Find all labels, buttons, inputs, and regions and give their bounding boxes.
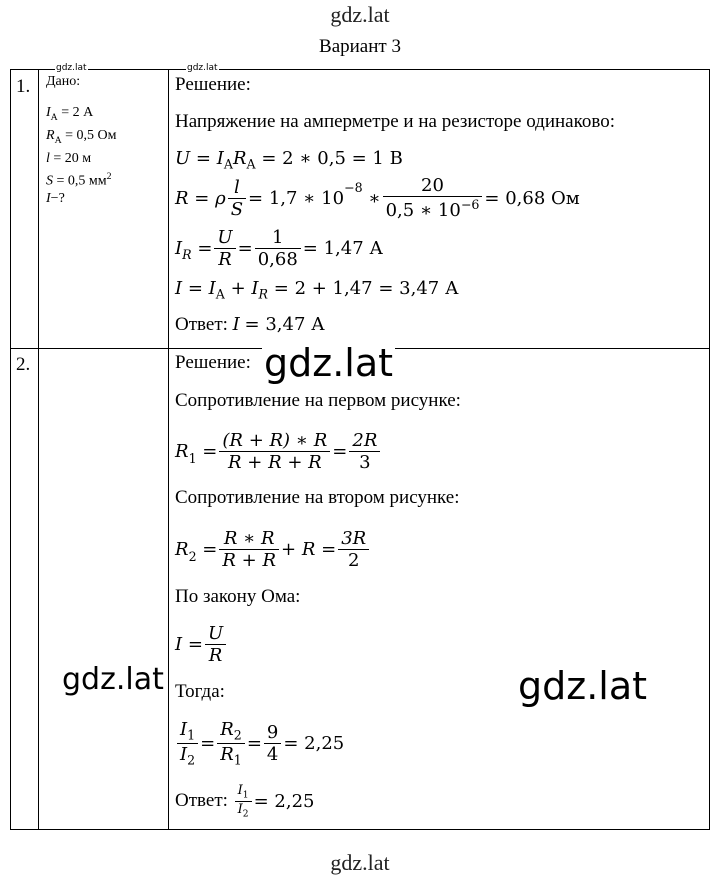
site-watermark-right: gdz.lat: [518, 664, 648, 708]
site-watermark-left: gdz.lat: [62, 662, 164, 697]
formula-resistance: R = ρ $\frac{l}{S}$ = 1,7 ∗ 10 $^{-8}$ ∗ $\frac{20}{0,5 ∗ 10^{-6}}$ = 0,68 Ом: [175, 175, 580, 221]
answer-2: Ответ: $\frac{I_1}{I_2}$ = 2,25: [175, 782, 315, 820]
given-current-ammeter: $I_A = 2$ А: [46, 105, 94, 123]
text-ohm-law: По закону Ома:: [175, 586, 301, 607]
formula-total-current: $I = I_A + I_R = 2 + 1,47 = 3,47$ А: [175, 278, 459, 302]
solution-title: Решение:: [175, 74, 251, 95]
site-watermark-tag: gdz.lat: [56, 63, 87, 73]
given-unknown: I−?: [46, 191, 65, 207]
solution-title: Решение:: [175, 352, 251, 373]
site-watermark-tag: gdz.lat: [187, 63, 218, 73]
formula-current-resistor: I $_R$ = $\frac{U}{R}$ = $\frac{1}{0,68}$ = 1,47 А: [175, 226, 384, 270]
row-number: 1.: [16, 76, 31, 97]
given-length: l = 20 м: [46, 150, 92, 166]
given-label: Дано:: [46, 74, 81, 89]
solution-intro: Напряжение на амперметре и на резисторе одинаково:: [175, 111, 615, 132]
site-watermark-top: gdz.lat: [330, 2, 390, 27]
variant-title: Вариант 3: [319, 36, 401, 57]
given-area: S = 0,5 $мм^2$: [46, 170, 112, 189]
given-resistance-ammeter: $R_A = 0,5$ Ом: [46, 127, 117, 146]
text-then: Тогда:: [175, 681, 225, 702]
text-second-figure: Сопротивление на втором рисунке:: [175, 487, 460, 508]
site-watermark-large: gdz.lat: [264, 341, 394, 385]
given-list: [46, 104, 117, 208]
formula-voltage: $U = I_AR_A = 2$ ∗ 0,5 = 1 В: [175, 148, 403, 172]
text-first-figure: Сопротивление на первом рисунке:: [175, 390, 461, 411]
formula-ohm: I = $\frac{U}{R}$: [175, 616, 228, 672]
answer-1: Ответ: I = 3,47 А: [175, 314, 325, 335]
formula-r1: R $_1$ = $\frac{(R + R) ∗ R}{R + R + R}$ = $\frac{2R}{3}$: [175, 420, 382, 482]
row-number: 2.: [16, 354, 31, 375]
formula-ratio: $\frac{I_1}{I_2}$ = $\frac{R_2}{R_1}$ = $\frac{9}{4}$ = 2,25: [175, 712, 344, 774]
site-watermark-bottom: gdz.lat: [330, 850, 390, 875]
formula-r2: R $_2$ = $\frac{R ∗ R}{R + R}$ + R = $\frac{3R}{2}$: [175, 518, 371, 580]
